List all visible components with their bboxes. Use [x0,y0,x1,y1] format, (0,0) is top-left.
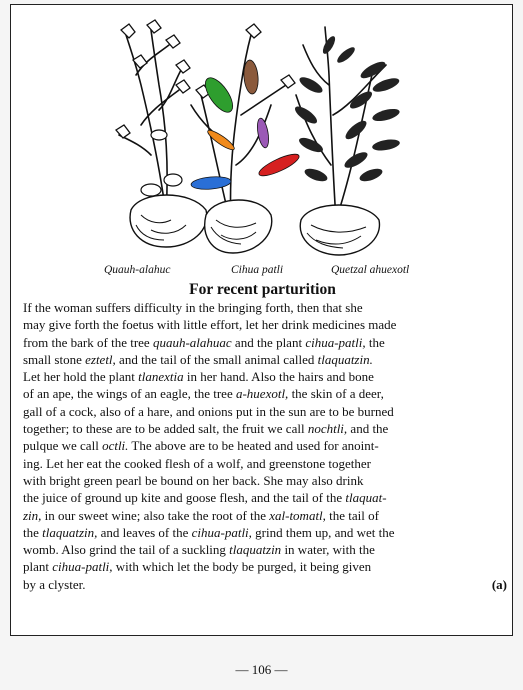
italic-term: tlanextia [138,369,184,385]
text-run: by a clyster. [23,576,86,592]
text-run: gall of a cock, also of a hare, and onions put in the sun are to be burned [23,403,394,419]
reference-marker: (a) [491,576,507,592]
italic-term: nochtli, [307,421,348,437]
body-line [23,558,507,575]
text-run: the juice of ground up kite and goose flesh, and the tail of the [23,490,346,506]
text-run: and the plant [231,334,306,350]
body-line [23,489,507,506]
body-line [23,299,507,316]
italic-term: cihua-patli, [191,524,252,540]
illustration-captions [11,264,514,280]
body-line [23,472,507,489]
text-run: with which let the body be purged, it being given [112,559,372,575]
text-run: small stone [23,351,86,367]
italic-term: cihua-patli, [52,559,113,575]
purple-leaf-highlight [255,117,270,148]
red-leaf-highlight [257,150,302,179]
body-line [23,437,507,454]
text-run: in our sweet wine; also take the root of the [41,507,270,523]
caption-quauh-alahuc: Quauh-alahuc [104,264,171,276]
body-line [23,385,507,402]
text-run: grind them up, and wet the [251,524,395,540]
text-run: plant [23,559,53,575]
text-run: and the [347,421,389,437]
text-run: and leaves of the [97,524,192,540]
body-line [23,351,507,368]
section-title: For recent parturition [189,281,336,298]
text-run: The above are to be heated and used for anoint- [128,438,379,454]
text-run: womb. Also grind the tail of a suckling [23,542,230,558]
body-line [23,524,507,541]
text-run: ing. Let her eat the cooked flesh of a wolf, and greenstone together [23,455,371,471]
text-run: the tail of [325,507,379,523]
text-run: in water, with the [281,542,375,558]
caption-cihua-patli: Cihua patli [231,264,284,276]
text-run: and the tail of the small animal called [115,351,318,367]
text-run: in her hand. Also the hairs and bone [183,369,374,385]
body-line [23,316,507,333]
page [10,4,513,636]
body-line [23,455,507,472]
text-run: of an ape, the wings of an eagle, the tree [23,386,236,402]
body-line [23,576,507,593]
body-line [23,420,507,437]
body-line [23,507,507,524]
brown-leaf-highlight [243,59,260,94]
text-run: from the bark of the tree [23,334,153,350]
text-run: If the woman suffers difficulty in the bringing forth, then that she [23,300,363,315]
text-run: pulque we call [23,438,103,454]
blue-leaf-highlight [191,175,232,190]
caption-quetzal-ahuexotl: Quetzal ahuexotl [331,264,410,276]
text-run: the skin of a deer, [288,386,384,402]
italic-term: tlaquatzin [229,542,282,558]
orange-leaf-highlight [206,128,237,153]
herbal-illustration [111,15,416,260]
italic-term: tlaquatzin. [317,351,373,367]
text-run: the [365,334,385,350]
body-line [23,541,507,558]
italic-term: eztetl, [85,351,116,367]
italic-term: tlaquatzin, [42,524,98,540]
italic-term: a-huexotl, [235,386,289,402]
italic-term: octli. [102,438,129,454]
italic-term: xal-tomatl, [269,507,326,523]
italic-term: zin, [23,507,42,523]
italic-term: cihua-patli, [305,334,366,350]
italic-term: quauh-alahuac [152,334,232,350]
text-run: the [23,524,43,540]
text-run: Let her hold the plant [23,369,139,385]
body-line [23,334,507,351]
italic-term: tlaquat- [345,490,387,506]
body-line [23,368,507,385]
body-line [23,403,507,420]
body-text [23,299,507,593]
text-run: may give forth the foetus with little effort, let her drink medicines made [23,317,397,333]
text-run: with bright green pearl be bound on her back. She may also drink [23,472,364,488]
text-run: together; to these are to be added salt, the fruit we call [23,421,308,437]
page-number: — 106 — [235,662,288,677]
